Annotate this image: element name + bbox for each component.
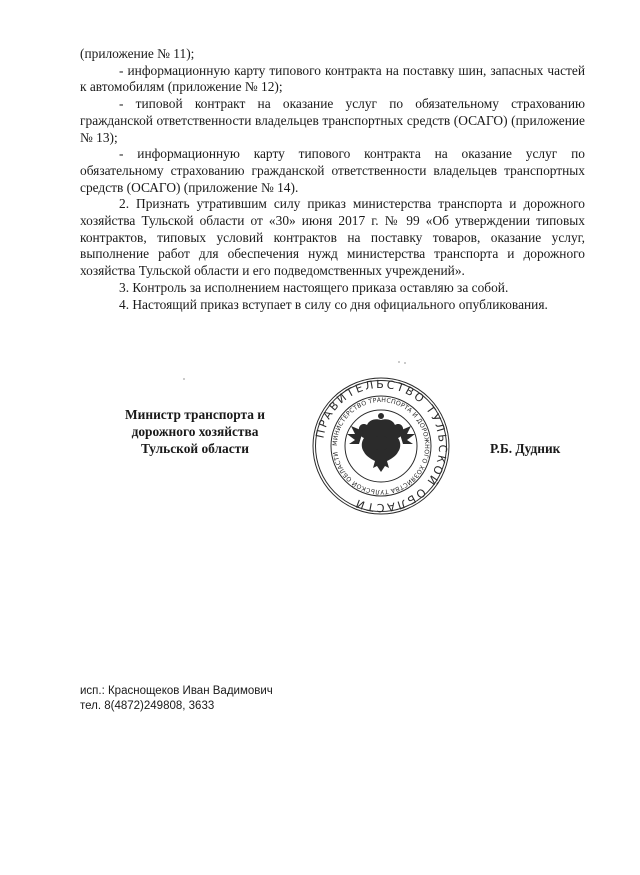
paragraph-item-3: 3. Контроль за исполнением настоящего приказа оставляю за собой. — [119, 279, 509, 295]
executor-phone: тел. 8(4872)249808, 3633 — [80, 700, 215, 712]
executor-name: исп.: Краснощеков Иван Вадимович — [80, 685, 273, 697]
paragraph-item-4: 4. Настоящий приказ вступает в силу со дня официального опубликования. — [119, 296, 548, 312]
executor-info — [80, 684, 273, 714]
paragraph-appendix-12: - информационную карту типового контракта на поставку шин, запасных частей к автомобилям (приложение № 12); — [80, 62, 585, 95]
signature-title — [100, 406, 290, 457]
paragraph-appendix-13: - типовой контракт на оказание услуг по обязательному страхованию гражданской ответственности владельцев транспортных средств (ОСАГО) (приложение № 13); — [80, 96, 585, 145]
scan-speck — [404, 362, 406, 364]
signer-name: Р.Б. Дудник — [490, 441, 561, 456]
seal-outer-text: ПРАВИТЕЛЬСТВО ТУЛЬСКОЙ ОБЛАСТИ — [313, 377, 450, 515]
scan-speck — [398, 361, 400, 363]
order-body — [80, 46, 585, 313]
signature-title-line-1: Министр транспорта и — [125, 407, 265, 422]
paragraph-item-2: 2. Признать утратившим силу приказ министерства транспорта и дорожного хозяйства Тульской области от «30» июня 2017 г. № 99 «Об утверждении типовых контрактов, типовых условий контрактов на поставку товаров, оказание услуг, выполнение работ для обеспечения нужд министерства транспорта и дорожного хозяйства Тульской области и его подведомственных учреждений». — [80, 196, 585, 279]
paragraph-appendix-11: (приложение № 11); — [80, 46, 195, 61]
seal-inner-text: МИНИСТЕРСТВО ТРАНСПОРТА И ДОРОЖНОГО ХОЗЯЙСТВА ТУЛЬСКОЙ ОБЛАСТИ — [331, 396, 431, 496]
signature-title-line-3: Тульской области — [141, 441, 249, 456]
official-seal-stamp — [311, 376, 451, 516]
signature-title-line-2: дорожного хозяйства — [131, 424, 259, 439]
paragraph-appendix-14: - информационную карту типового контракта на оказание услуг по обязательному страхованию гражданской ответственности владельцев транспортных средств (ОСАГО) (приложение № 14). — [80, 146, 585, 195]
double-headed-eagle-emblem — [347, 413, 415, 472]
scan-speck — [183, 378, 185, 380]
